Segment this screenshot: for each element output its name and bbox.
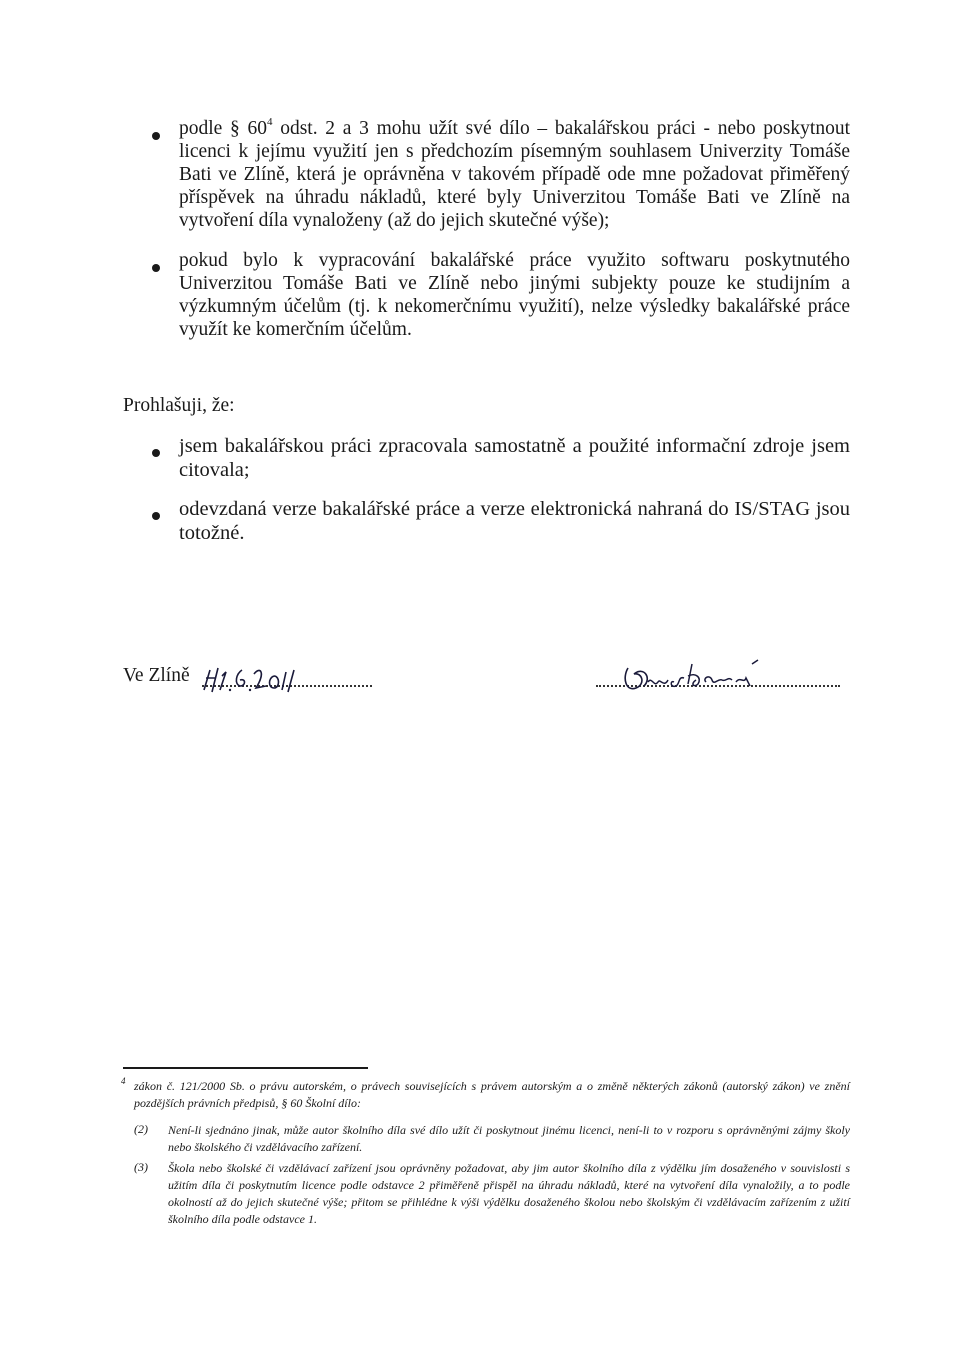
place-label: Ve Zlíně	[123, 665, 190, 686]
footnote-intro: zákon č. 121/2000 Sb. o právu autorském, o právech souvisejících s právem autorským a o změně některých zákonů (autorský zákon) ve znění pozdějších právních předpisů, § 60 Školní dílo:	[134, 1079, 850, 1110]
license-paragraph: podle § $60^4$ odst. 2 a 3 mohu užít své dílo – bakalářskou práci - nebo poskytnout licenci k jejímu využití jen s předchozím písemným souhlasem Univerzity Tomáše Bati ve Zlíně, která je oprávněna v takovém případě ode mne požadovat přiměřený příspěvek na úhradu nákladů, které byly Univerzitou Tomáše Bati ve Zlíně na vytvoření díla vynaloženy (až do jejich skutečné výše);	[179, 115, 850, 231]
signature-row	[0, 662, 960, 702]
handwritten-date	[196, 662, 306, 696]
bullet-dot	[152, 449, 160, 457]
footnote-item-text: Škola nebo školské či vzdělávací zařízení jsou oprávněny požadovat, aby jim autor školního díla z výdělku jím dosaženého v souvislosti s užitím díla či poskytnutím licence podle odstavce 2 přiměřeně přispěl na úhradu nákladů, které na vytvoření díla vynaložily, a to podle okolností až do jejich skutečné výše; přitom se přihlédne k výši výdělku dosaženého školou nebo školským či vzdělávacím zařízením z užití školního díla podle odstavce 1.	[168, 1161, 850, 1226]
footnote-item-number: (2)	[134, 1122, 148, 1136]
footnote-ref: 4	[267, 115, 273, 128]
footnote-item-number: (3)	[134, 1160, 148, 1174]
footnote-marker: 4	[121, 1076, 126, 1086]
footnote-item-text: Není-li sjednáno jinak, může autor školního díla své dílo užít či poskytnout jinému licenci, není-li to v rozporu s oprávněnými zájmy školy nebo školského či vzdělávacího zařízení.	[168, 1123, 850, 1154]
bullet-dot	[152, 512, 160, 520]
declaration-heading: Prohlašuji, že:	[123, 395, 235, 416]
handwritten-signature	[618, 658, 768, 696]
software-paragraph: pokud bylo k vypracování bakalářské práce využito softwaru poskytnutého Univerzitou Tomáše Bati ve Zlíně nebo jinými subjekty pouze ke studijním a výzkumným účelům (tj. k nekomerčnímu využití), nelze výsledky bakalářské práce využít ke komerčním účelům.	[179, 250, 850, 340]
bullet-dot	[152, 264, 160, 272]
version-identity-paragraph: odevzdaná verze bakalářské práce a verze elektronická nahraná do IS/STAG jsou totožné.	[179, 498, 850, 544]
bullet-dot	[152, 132, 160, 140]
independent-work-paragraph: jsem bakalářskou práci zpracovala samostatně a použité informační zdroje jsem citovala;	[179, 435, 850, 481]
footnote-separator	[123, 1067, 368, 1069]
